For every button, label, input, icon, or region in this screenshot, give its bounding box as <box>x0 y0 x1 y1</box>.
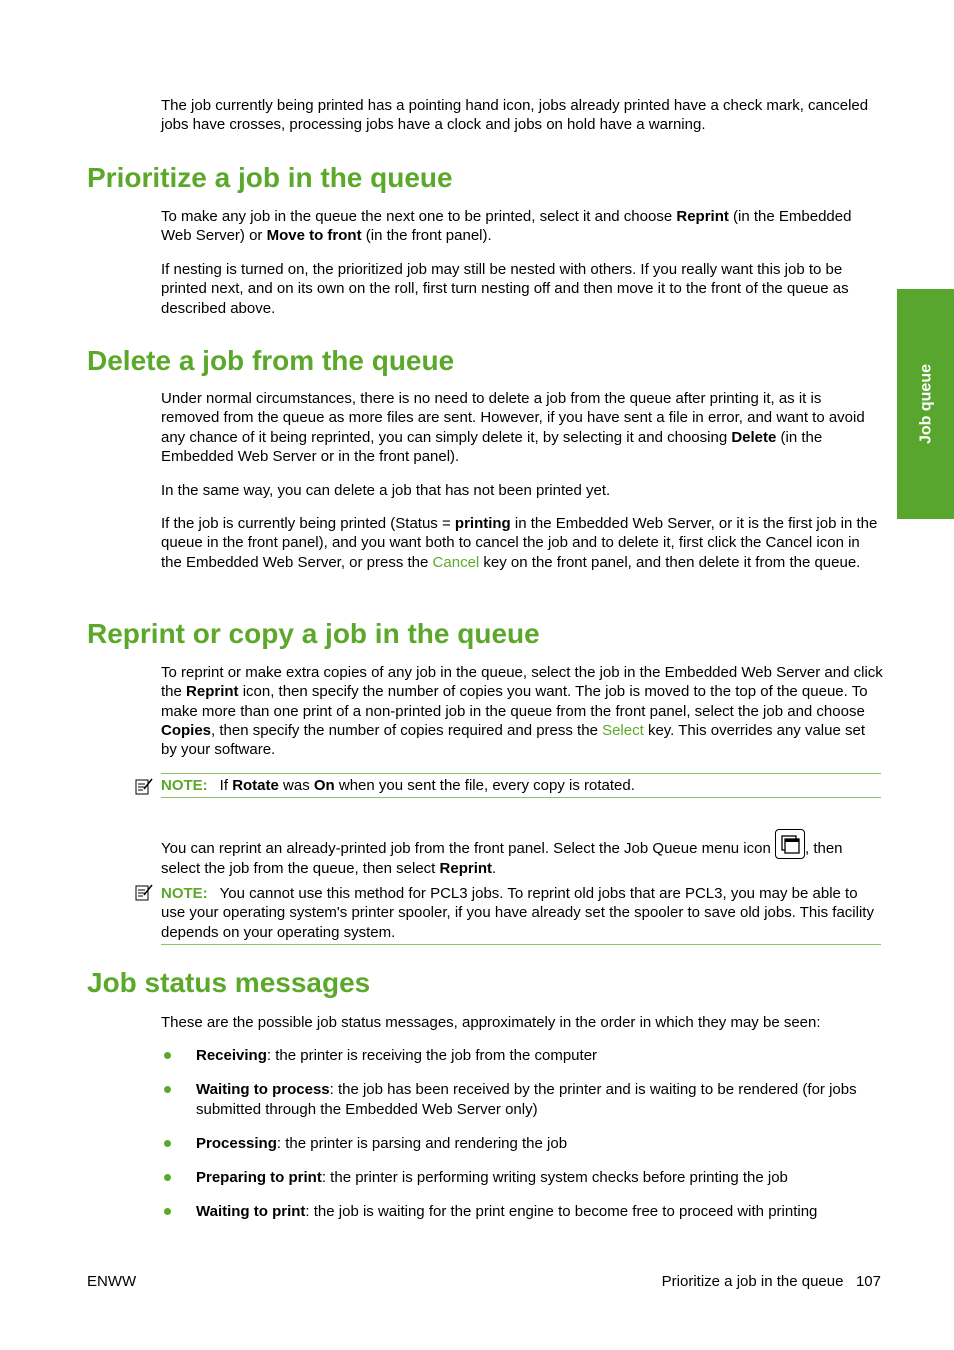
list-item: Waiting to print: the job is waiting for the print engine to become free to proceed with printing <box>161 1202 883 1221</box>
prioritize-paragraph-1: To make any job in the queue the next one to be printed, select it and choose Reprint (in the Embedded Web Server) or Move to front (in the front panel). <box>161 208 852 245</box>
footer-section-label: Prioritize a job in the queue <box>661 1273 844 1290</box>
job-queue-menu-icon <box>775 829 805 859</box>
note-rotate: NOTE: If Rotate was On when you sent the file, every copy is rotated. <box>161 773 881 798</box>
list-item: Processing: the printer is parsing and rendering the job <box>161 1134 883 1153</box>
note-icon <box>135 777 153 795</box>
page-number: 107 <box>855 1273 881 1290</box>
prioritize-paragraph-2: If nesting is turned on, the prioritized job may still be nested with others. If you really want this job to be printed next, and on its own on the roll, first turn nesting off and then move it to the front of the queue as described above. <box>161 261 849 317</box>
footer-right <box>662 1272 881 1291</box>
reprint-paragraph-2: You can reprint an already-printed job from the front panel. Select the Job Queue menu icon , then select the job from the queue, then select Reprint. <box>161 829 883 878</box>
note-label: NOTE: <box>161 777 208 794</box>
note-label: NOTE: <box>161 885 208 902</box>
section-title-prioritize: Prioritize a job in the queue <box>87 162 453 193</box>
list-item: Preparing to print: the printer is performing writing system checks before printing the job <box>161 1168 883 1187</box>
reprint-paragraph-1: To reprint or make extra copies of any job in the queue, select the job in the Embedded Web Server and click the Reprint icon, then specify the number of copies you want. The job is moved to the top of the queue. To make more than one print of a non-printed job in the queue from the front panel, select the job and choose Copies, then specify the number of copies required and press the Select key. This overrides any value set by your software. <box>161 664 883 759</box>
cancel-key-link[interactable]: Cancel <box>432 553 480 571</box>
list-item: Receiving: the printer is receiving the job from the computer <box>161 1046 883 1065</box>
delete-paragraph-3: If the job is currently being printed (Status = printing in the Embedded Web Server, or it is the first job in the queue in the front panel), and you want both to cancel the job and to delete it, first click the Cancel icon in the Embedded Web Server, or press the Cancel key on the front panel, and then delete it from the queue. <box>161 515 878 571</box>
list-item: Waiting to process: the job has been received by the printer and is waiting to be rendered (for jobs submitted through the Embedded Web Server only) <box>161 1080 883 1119</box>
intro-paragraph: The job currently being printed has a pointing hand icon, jobs already printed have a check mark, canceled jobs have crosses, processing jobs have a clock and jobs on hold have a warning. <box>161 97 869 134</box>
status-list <box>161 1046 883 1237</box>
side-tab-label: Job queue <box>916 363 934 445</box>
side-tab <box>897 289 954 519</box>
footer-left: ENWW <box>87 1273 137 1290</box>
note-pcl3: NOTE: You cannot use this method for PCL3 jobs. To reprint old jobs that are PCL3, you may be able to use your operating system's printer spooler, if you have already set the spooler to save old jobs. This facility depends on your operating system. <box>161 882 881 945</box>
delete-paragraph-2: In the same way, you can delete a job that has not been printed yet. <box>161 482 611 499</box>
delete-paragraph-1: Under normal circumstances, there is no need to delete a job from the queue after printing it, as it is removed from the queue as more files are sent. However, if you have sent a file in error, and want to avoid any chance of it being reprinted, you can simply delete it, by selecting it and choosing Delete (in the Embedded Web Server or in the front panel). <box>161 390 865 465</box>
section-title-delete: Delete a job from the queue <box>87 345 455 376</box>
status-intro: These are the possible job status messages, approximately in the order in which they may be seen: <box>161 1014 821 1031</box>
section-title-reprint: Reprint or copy a job in the queue <box>87 618 540 649</box>
note-icon <box>135 883 153 901</box>
section-title-status: Job status messages <box>87 967 371 998</box>
select-key-link[interactable]: Select <box>602 721 644 739</box>
